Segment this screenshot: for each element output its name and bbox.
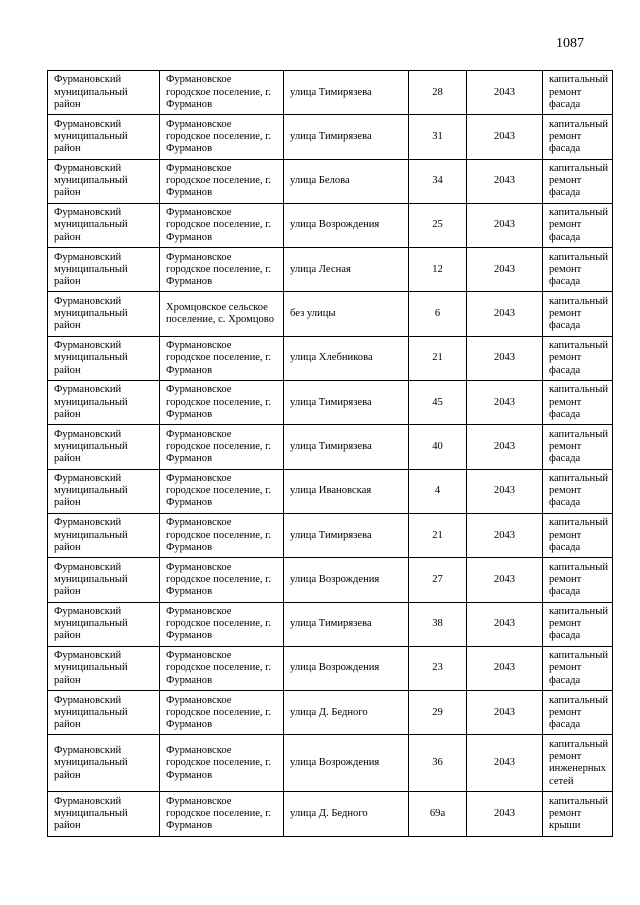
- house-number-cell: 23: [409, 646, 467, 690]
- works-type-cell: капитальный ремонт фасада: [543, 558, 613, 602]
- house-number-cell: 27: [409, 558, 467, 602]
- district-cell: Фурмановский муниципальный район: [48, 691, 160, 735]
- table-row: [48, 203, 613, 247]
- table-row: [48, 292, 613, 336]
- settlement-cell: Фурмановское городское поселение, г. Фурманов: [160, 159, 284, 203]
- works-type-cell: капитальный ремонт фасада: [543, 646, 613, 690]
- street-cell: улица Возрождения: [284, 558, 409, 602]
- settlement-cell: Фурмановское городское поселение, г. Фурманов: [160, 602, 284, 646]
- table-row: [48, 71, 613, 115]
- street-cell: улица Тимирязева: [284, 513, 409, 557]
- works-type-cell: капитальный ремонт фасада: [543, 159, 613, 203]
- table-row: [48, 425, 613, 469]
- house-number-cell: 12: [409, 248, 467, 292]
- settlement-cell: Фурмановское городское поселение, г. Фурманов: [160, 203, 284, 247]
- house-number-cell: 36: [409, 735, 467, 792]
- settlement-cell: Фурмановское городское поселение, г. Фурманов: [160, 71, 284, 115]
- works-type-cell: капитальный ремонт фасада: [543, 602, 613, 646]
- year-cell: 2043: [467, 115, 543, 159]
- house-number-cell: 31: [409, 115, 467, 159]
- settlement-cell: Фурмановское городское поселение, г. Фурманов: [160, 558, 284, 602]
- settlement-cell: Фурмановское городское поселение, г. Фурманов: [160, 646, 284, 690]
- settlement-cell: Фурмановское городское поселение, г. Фурманов: [160, 691, 284, 735]
- year-cell: 2043: [467, 381, 543, 425]
- street-cell: улица Тимирязева: [284, 425, 409, 469]
- year-cell: 2043: [467, 735, 543, 792]
- district-cell: Фурмановский муниципальный район: [48, 381, 160, 425]
- settlement-cell: Фурмановское городское поселение, г. Фурманов: [160, 248, 284, 292]
- house-number-cell: 29: [409, 691, 467, 735]
- works-type-cell: капитальный ремонт фасада: [543, 203, 613, 247]
- street-cell: улица Тимирязева: [284, 381, 409, 425]
- street-cell: улица Лесная: [284, 248, 409, 292]
- table-row: [48, 735, 613, 792]
- settlement-cell: Фурмановское городское поселение, г. Фурманов: [160, 792, 284, 836]
- table-row: [48, 513, 613, 557]
- works-type-cell: капитальный ремонт фасада: [543, 292, 613, 336]
- district-cell: Фурмановский муниципальный район: [48, 469, 160, 513]
- street-cell: улица Тимирязева: [284, 115, 409, 159]
- street-cell: улица Хлебникова: [284, 336, 409, 380]
- settlement-cell: Фурмановское городское поселение, г. Фурманов: [160, 513, 284, 557]
- works-type-cell: капитальный ремонт фасада: [543, 425, 613, 469]
- street-cell: улица Возрождения: [284, 646, 409, 690]
- settlement-cell: Фурмановское городское поселение, г. Фурманов: [160, 115, 284, 159]
- year-cell: 2043: [467, 71, 543, 115]
- works-type-cell: капитальный ремонт фасада: [543, 381, 613, 425]
- works-type-cell: капитальный ремонт фасада: [543, 513, 613, 557]
- district-cell: Фурмановский муниципальный район: [48, 513, 160, 557]
- year-cell: 2043: [467, 292, 543, 336]
- works-type-cell: капитальный ремонт фасада: [543, 115, 613, 159]
- district-cell: Фурмановский муниципальный район: [48, 558, 160, 602]
- district-cell: Фурмановский муниципальный район: [48, 159, 160, 203]
- district-cell: Фурмановский муниципальный район: [48, 292, 160, 336]
- district-cell: Фурмановский муниципальный район: [48, 646, 160, 690]
- settlement-cell: Фурмановское городское поселение, г. Фурманов: [160, 469, 284, 513]
- table-row: [48, 646, 613, 690]
- year-cell: 2043: [467, 425, 543, 469]
- settlement-cell: Фурмановское городское поселение, г. Фурманов: [160, 425, 284, 469]
- district-cell: Фурмановский муниципальный район: [48, 203, 160, 247]
- house-number-cell: 40: [409, 425, 467, 469]
- table-row: [48, 792, 613, 836]
- house-number-cell: 21: [409, 336, 467, 380]
- district-cell: Фурмановский муниципальный район: [48, 115, 160, 159]
- year-cell: 2043: [467, 792, 543, 836]
- street-cell: улица Д. Бедного: [284, 792, 409, 836]
- year-cell: 2043: [467, 691, 543, 735]
- district-cell: Фурмановский муниципальный район: [48, 336, 160, 380]
- house-number-cell: 45: [409, 381, 467, 425]
- settlement-cell: Хромцовское сельское поселение, с. Хромцово: [160, 292, 284, 336]
- house-number-cell: 21: [409, 513, 467, 557]
- works-type-cell: капитальный ремонт фасада: [543, 248, 613, 292]
- house-number-cell: 69а: [409, 792, 467, 836]
- table-row: [48, 159, 613, 203]
- street-cell: улица Д. Бедного: [284, 691, 409, 735]
- house-number-cell: 38: [409, 602, 467, 646]
- street-cell: улица Тимирязева: [284, 71, 409, 115]
- page-number: 1087: [556, 36, 584, 51]
- house-number-cell: 4: [409, 469, 467, 513]
- table-row: [48, 248, 613, 292]
- year-cell: 2043: [467, 558, 543, 602]
- settlement-cell: Фурмановское городское поселение, г. Фурманов: [160, 735, 284, 792]
- year-cell: 2043: [467, 159, 543, 203]
- district-cell: Фурмановский муниципальный район: [48, 602, 160, 646]
- district-cell: Фурмановский муниципальный район: [48, 248, 160, 292]
- year-cell: 2043: [467, 336, 543, 380]
- works-type-cell: капитальный ремонт фасада: [543, 336, 613, 380]
- year-cell: 2043: [467, 203, 543, 247]
- district-cell: Фурмановский муниципальный район: [48, 735, 160, 792]
- district-cell: Фурмановский муниципальный район: [48, 425, 160, 469]
- year-cell: 2043: [467, 646, 543, 690]
- works-type-cell: капитальный ремонт крыши: [543, 792, 613, 836]
- house-number-cell: 34: [409, 159, 467, 203]
- district-cell: Фурмановский муниципальный район: [48, 792, 160, 836]
- street-cell: без улицы: [284, 292, 409, 336]
- table-row: [48, 381, 613, 425]
- table-row: [48, 336, 613, 380]
- year-cell: 2043: [467, 513, 543, 557]
- table-body: [48, 71, 613, 837]
- works-type-cell: капитальный ремонт инженерных сетей: [543, 735, 613, 792]
- settlement-cell: Фурмановское городское поселение, г. Фурманов: [160, 336, 284, 380]
- year-cell: 2043: [467, 602, 543, 646]
- year-cell: 2043: [467, 469, 543, 513]
- house-number-cell: 25: [409, 203, 467, 247]
- table-row: [48, 691, 613, 735]
- works-type-cell: капитальный ремонт фасада: [543, 469, 613, 513]
- table-row: [48, 469, 613, 513]
- street-cell: улица Белова: [284, 159, 409, 203]
- table-row: [48, 558, 613, 602]
- district-cell: Фурмановский муниципальный район: [48, 71, 160, 115]
- works-type-cell: капитальный ремонт фасада: [543, 691, 613, 735]
- table-row: [48, 115, 613, 159]
- street-cell: улица Ивановская: [284, 469, 409, 513]
- settlement-cell: Фурмановское городское поселение, г. Фурманов: [160, 381, 284, 425]
- works-type-cell: капитальный ремонт фасада: [543, 71, 613, 115]
- program-table: [47, 70, 613, 837]
- street-cell: улица Тимирязева: [284, 602, 409, 646]
- house-number-cell: 6: [409, 292, 467, 336]
- street-cell: улица Возрождения: [284, 735, 409, 792]
- table-row: [48, 602, 613, 646]
- house-number-cell: 28: [409, 71, 467, 115]
- year-cell: 2043: [467, 248, 543, 292]
- street-cell: улица Возрождения: [284, 203, 409, 247]
